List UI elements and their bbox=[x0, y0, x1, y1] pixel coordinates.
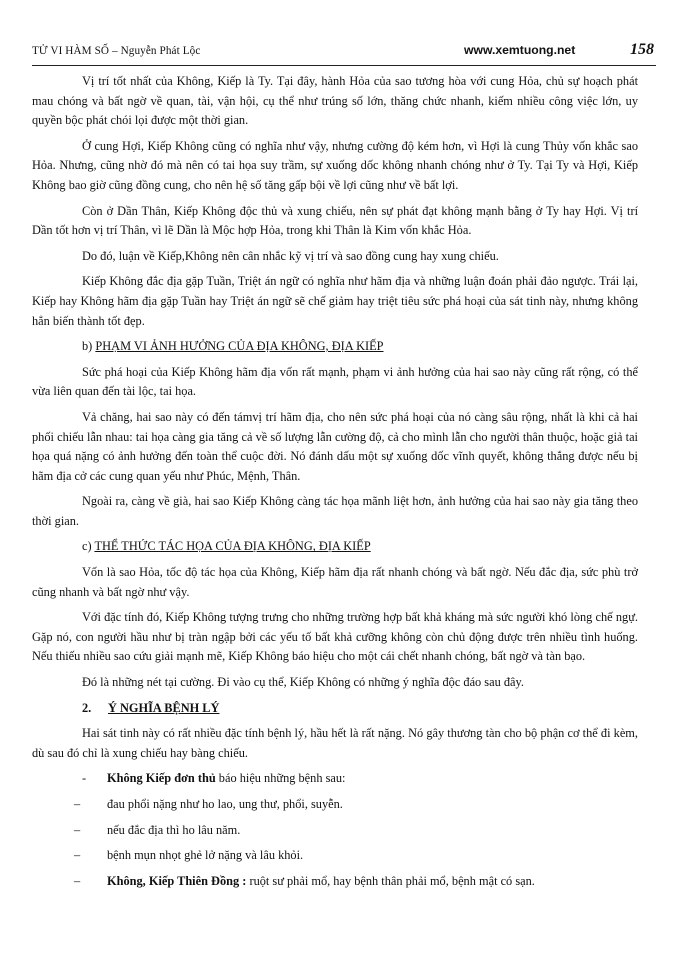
paragraph-12: Hai sát tinh này có rất nhiều đặc tính bệnh lý, hầu hết là rất nặng. Nó gây thương tàn cho bộ phận cơ thể đi kèm, dù sau đó chỉ là xung chiếu hay bàng chiếu. bbox=[32, 726, 638, 760]
page-number: 158 bbox=[630, 41, 654, 58]
paragraph-7: Vả chăng, hai sao này có đến támvị trí hãm địa, cho nên sức phá hoại của nó càng sâu rộng, nhất là khi cả hai phối chiếu lẫn nhau: tai họa càng gia tăng cả về số lượng lẫn cường độ, cả cho mình lẫn cho người thân thuộc, hoặc giả tai họa quá nặng có ảnh hưởng đến toàn thể cuộc đời. Nó đánh dấu một sự xuống dốc vĩnh quyết, không thắng được nếu bị hãm địa cở các cung quan yếu như Phúc, Mệnh, Thân. bbox=[32, 409, 638, 483]
list-item bbox=[32, 846, 638, 866]
paragraph-1: Vị trí tốt nhất của Không, Kiếp là Ty. Tại đây, hành Hỏa của sao tương hòa với cung Hỏa, chủ sự hoạch phát mau chóng và bất ngờ về quan, tài, vận hội, cụ thể như trúng số lớn, thăng chức nhanh, kiếm nhiều công việc lớn, uy quyền bộc phát chói lọi được một thời gian. bbox=[32, 74, 638, 128]
list-bullet: – bbox=[74, 848, 81, 863]
paragraph-9: Vốn là sao Hỏa, tốc độ tác họa của Không, Kiếp hãm địa rất nhanh chóng và bất ngờ. Nếu đắc địa, sức phù trở cũng nhanh và bất ngờ như vậy. bbox=[32, 565, 638, 599]
list-item-bold: Không, Kiếp Thiên Đồng : bbox=[107, 873, 247, 888]
page-body bbox=[32, 72, 638, 897]
list-item-text: báo hiệu những bệnh sau: bbox=[215, 771, 346, 786]
paragraph-4: Do đó, luận về Kiếp,Không nên cân nhắc kỹ vị trí và sao đồng cung hay xung chiếu. bbox=[82, 248, 499, 263]
header-website: www.xemtuong.net bbox=[464, 43, 576, 57]
section-b-title: PHẠM VI ẢNH HƯỞNG CỦA ĐỊA KHÔNG, ĐỊA KIẾP bbox=[95, 339, 384, 354]
paragraph-2: Ở cung Hợi, Kiếp Không cũng có nghĩa như vậy, nhưng cường độ kém hơn, vì Hợi là cung Thủy vốn khắc sao Hỏa. Nhưng, cũng nhờ đó mà nên có tai họa suy trầm, sự xuống dốc không nhanh chóng như ở Ty. Tại Ty và Hợi, Kiếp Không bao giờ cũng đồng cung, cho nên hệ số tăng gấp bội về lợi cũng như về bất lợi. bbox=[32, 138, 638, 192]
section-2-heading bbox=[82, 699, 638, 719]
section-c-prefix: c) bbox=[82, 539, 95, 554]
list-item bbox=[32, 795, 638, 815]
list-item bbox=[32, 821, 638, 841]
paragraph-6: Sức phá hoại của Kiếp Không hãm địa vốn rất mạnh, phạm vi ảnh hưởng của hai sao này cũng rất rộng, có thể vừa liên quan đến tài lộc, tai họa. bbox=[32, 364, 638, 399]
section-2-number: 2. bbox=[82, 700, 92, 715]
list-bullet: – bbox=[74, 822, 81, 837]
paragraph-10: Với đặc tính đó, Kiếp Không tượng trưng cho những trường hợp bất khả kháng mà sức người khó lòng chế ngự. Gặp nó, con người hầu như bị tràn ngập bởi các yếu tố bất khả cưỡng không còn chủ động được trên nhiều tình huống. Nếu thiếu nhiều sao cứu giải mạnh mẽ, Kiếp Không báo hiệu cho một cái chết nhanh chóng, bất ngờ và tàn bạo. bbox=[32, 610, 638, 664]
section-2-title: Ý NGHĨA BỆNH LÝ bbox=[108, 700, 220, 715]
list-item bbox=[32, 769, 638, 789]
list-item-text: nếu đắc địa thì ho lâu năm. bbox=[107, 822, 241, 837]
section-b-prefix: b) bbox=[82, 339, 96, 354]
paragraph-11: Đó là những nét tại cường. Đi vào cụ thể, Kiếp Không có những ý nghĩa độc đáo sau đây. bbox=[82, 675, 524, 690]
list-bullet: – bbox=[74, 797, 81, 811]
list-item-text: bệnh mụn nhọt ghẻ lở nặng và lâu khỏi. bbox=[107, 848, 304, 863]
list-item-text: đau phổi nặng như ho lao, ung thư, phổi, suyễn. bbox=[107, 797, 343, 811]
section-c-title: THỂ THỨC TÁC HỌA CỦA ĐỊA KHÔNG, ĐỊA KIẾP bbox=[94, 539, 371, 554]
section-b-heading bbox=[82, 337, 638, 357]
list-item bbox=[32, 872, 638, 892]
section-c-heading bbox=[82, 537, 638, 557]
list-bullet: - bbox=[82, 771, 87, 786]
list-item-text: ruột sư phải mổ, hay bệnh thân phải mổ, bệnh mật có sạn. bbox=[246, 873, 535, 888]
paragraph-3: Còn ở Dần Thân, Kiếp Không độc thủ và xung chiếu, nên sự phát đạt không mạnh bằng ở Ty hay Hợi. Vị trí Dần tốt hơn vị trí Thân, vì lẽ Dần là Mộc hợp Hỏa, trong khi Thân là Kim vốn khắc Hỏa. bbox=[32, 203, 638, 238]
paragraph-8: Ngoài ra, càng về già, hai sao Kiếp Không càng tác họa mãnh liệt hơn, ảnh hưởng của hai sao này gia tăng theo thời gian. bbox=[32, 494, 638, 528]
page-header bbox=[32, 41, 656, 66]
list-item-bold: Không Kiếp đơn thủ bbox=[107, 771, 216, 786]
paragraph-5: Kiếp Không đắc địa gặp Tuần, Triệt án ngữ có nghĩa như hãm địa và những luận đoán phải đảo ngược. Trái lại, Kiếp hay Không hãm địa gặp Tuần hay Triệt án ngữ sẽ chế giảm hay triệt tiêu sức phá hoại của sát tinh này, nhưng không hẳn biến thành tốt đẹp. bbox=[32, 274, 638, 328]
header-book-title: TỬ VI HÀM SỐ – Nguyễn Phát Lộc bbox=[32, 45, 201, 57]
list-bullet: – bbox=[74, 873, 81, 888]
